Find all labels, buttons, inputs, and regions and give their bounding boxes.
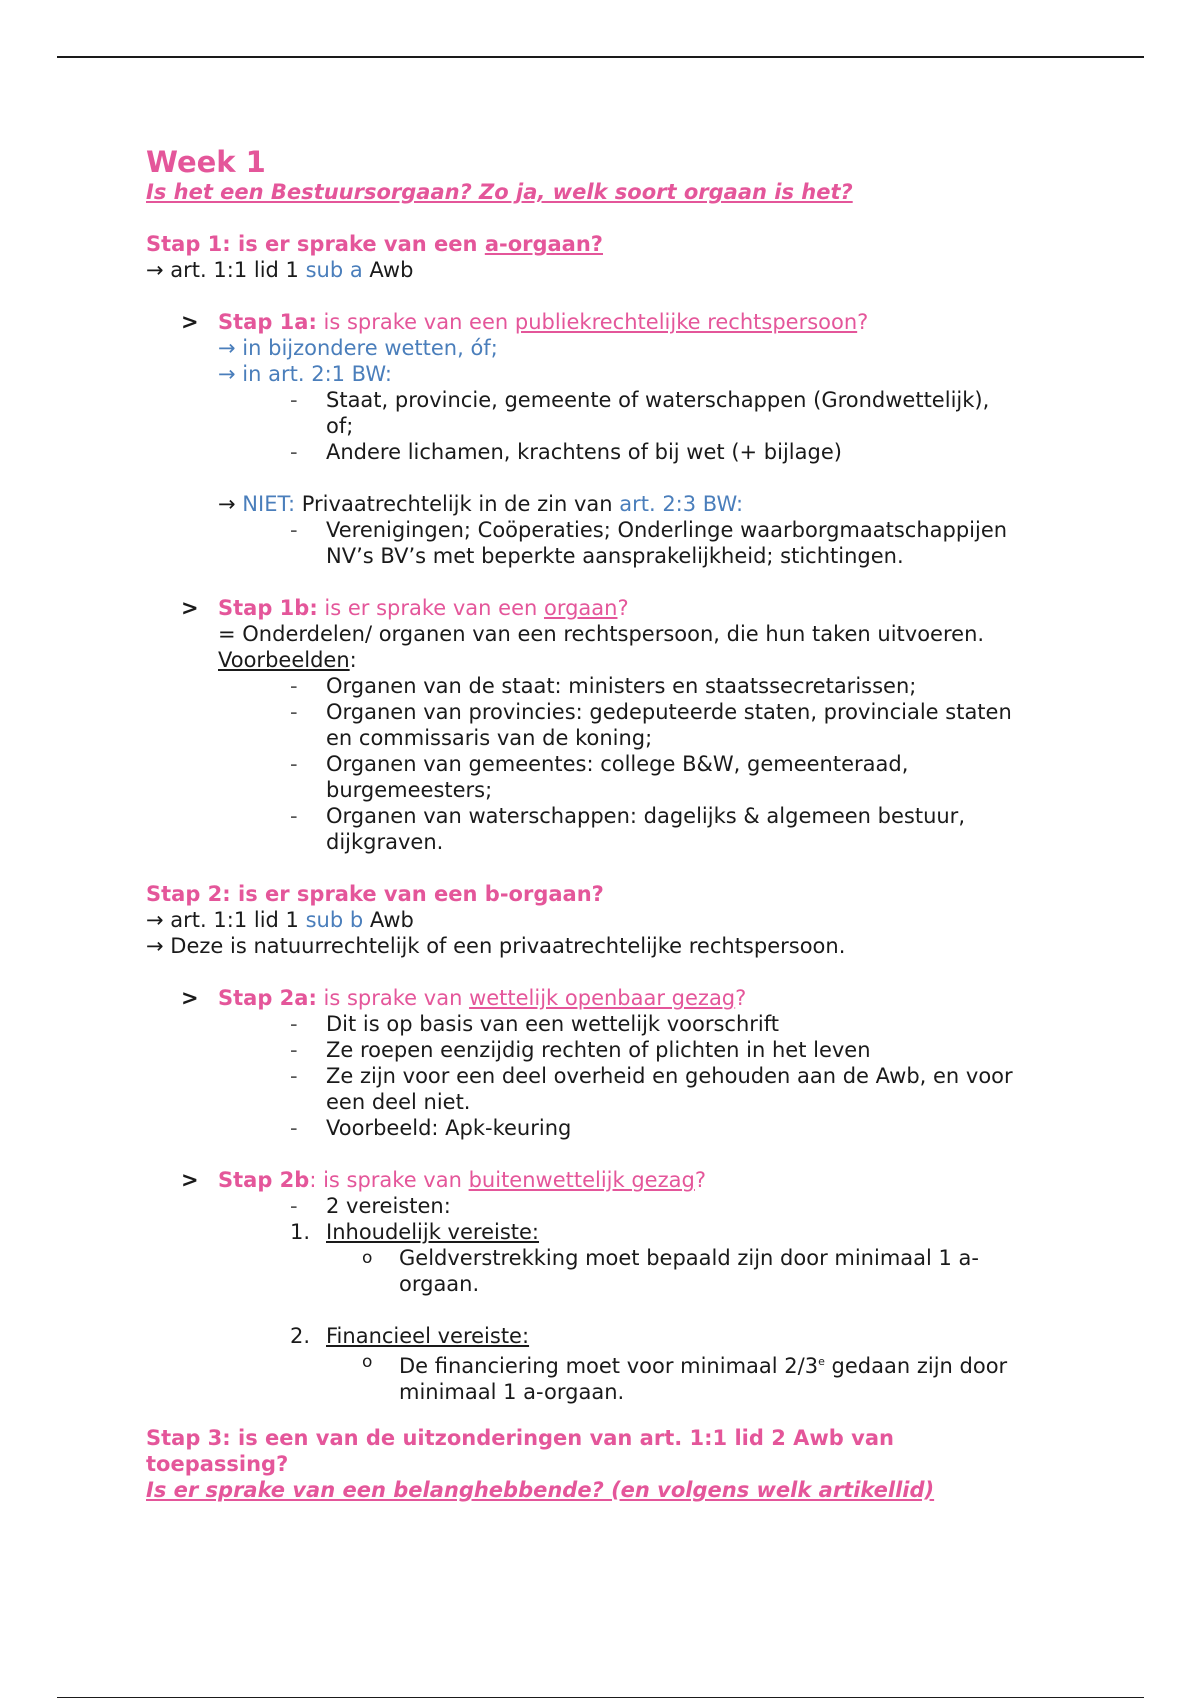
- list-item: een deel niet.: [326, 1090, 471, 1114]
- list-item: - Organen van gemeentes: college B&W, gemeenteraad,: [290, 752, 909, 776]
- sub-item: orgaan.: [399, 1272, 480, 1296]
- step-marker-icon: >: [181, 1168, 199, 1192]
- dash-icon: -: [290, 674, 298, 698]
- step-marker-icon: >: [181, 310, 199, 334]
- stap1a-arrow-2: → in art. 2:1 BW:: [218, 362, 392, 386]
- stap1b-heading: > Stap 1b: is er sprake van een orgaan?: [181, 596, 629, 620]
- stap2-ref: → art. 1:1 lid 1 sub b Awb: [146, 908, 414, 932]
- niet-line: → NIET: Privaatrechtelijk in de zin van art. 2:3 BW:: [218, 492, 744, 516]
- circle-bullet-icon: o: [362, 1352, 373, 1372]
- list-item: of;: [326, 414, 354, 438]
- stap1-heading: Stap 1: is er sprake van een a-orgaan?: [146, 232, 603, 256]
- page-title: Week 1: [146, 145, 266, 179]
- numbered-item: 1. Inhoudelijk vereiste:: [290, 1220, 540, 1244]
- dash-icon: -: [290, 1038, 298, 1062]
- dash-icon: -: [290, 1194, 298, 1218]
- stap3-question: Is er sprake van een belanghebbende? (en volgens welk artikellid): [146, 1478, 935, 1502]
- dash-icon: -: [290, 700, 298, 724]
- dash-icon: -: [290, 1116, 298, 1140]
- stap2-line2: → Deze is natuurrechtelijk of een privaatrechtelijke rechtspersoon.: [146, 934, 846, 958]
- dash-icon: -: [290, 1012, 298, 1036]
- document-body: [146, 145, 1066, 1503]
- stap1a-heading: > Stap 1a: is sprake van een publiekrechtelijke rechtspersoon?: [181, 310, 869, 334]
- buitenwettelijk-gezag-link[interactable]: buitenwettelijk gezag: [468, 1168, 695, 1192]
- step-marker-icon: >: [181, 986, 199, 1010]
- list-item: - Andere lichamen, krachtens of bij wet (+ bijlage): [290, 440, 842, 464]
- bottom-rule: [57, 1697, 1144, 1698]
- wettelijk-gezag-link[interactable]: wettelijk openbaar gezag: [469, 986, 736, 1010]
- circle-bullet-icon: o: [362, 1248, 373, 1268]
- list-item: NV’s BV’s met beperkte aansprakelijkheid; stichtingen.: [326, 544, 904, 568]
- list-item: burgemeesters;: [326, 778, 493, 802]
- dash-icon: -: [290, 518, 298, 542]
- stap2b-heading: > Stap 2b: is sprake van buitenwettelijk gezag?: [181, 1168, 706, 1192]
- examples-label: Voorbeelden:: [218, 648, 357, 672]
- a-orgaan-link[interactable]: a-orgaan?: [484, 232, 603, 256]
- list-item: en commissaris van de koning;: [326, 726, 653, 750]
- stap1-ref: → art. 1:1 lid 1 sub a Awb: [146, 258, 414, 282]
- orgaan-link[interactable]: orgaan: [543, 596, 618, 620]
- top-rule: [57, 56, 1144, 58]
- numbered-item: 2. Financieel vereiste:: [290, 1324, 530, 1348]
- stap3-heading-1: Stap 3: is een van de uitzonderingen van art. 1:1 lid 2 Awb van: [146, 1426, 894, 1450]
- dash-icon: -: [290, 804, 298, 828]
- list-item: - Organen van provincies: gedeputeerde staten, provinciale staten: [290, 700, 1012, 724]
- list-item: - 2 vereisten:: [290, 1194, 451, 1218]
- list-item: - Staat, provincie, gemeente of waterschappen (Grondwettelijk),: [290, 388, 990, 412]
- list-item: - Verenigingen; Coöperaties; Onderlinge waarborgmaatschappijen: [290, 518, 1008, 542]
- dash-icon: -: [290, 388, 298, 412]
- dash-icon: -: [290, 1064, 298, 1088]
- stap3-heading-2: toepassing?: [146, 1452, 289, 1476]
- stap2a-heading: > Stap 2a: is sprake van wettelijk openbaar gezag?: [181, 986, 747, 1010]
- arrow-icon: →: [218, 336, 236, 360]
- list-item: - Organen van de staat: ministers en staatssecretarissen;: [290, 674, 917, 698]
- arrow-icon: →: [146, 908, 164, 932]
- dash-icon: -: [290, 752, 298, 776]
- stap1b-definition: = Onderdelen/ organen van een rechtspersoon, die hun taken uitvoeren.: [218, 622, 985, 646]
- stap1a-arrow-1: → in bijzondere wetten, óf;: [218, 336, 498, 360]
- arrow-icon: →: [218, 362, 236, 386]
- list-item: dijkgraven.: [326, 830, 444, 854]
- list-item: - Dit is op basis van een wettelijk voorschrift: [290, 1012, 780, 1036]
- arrow-icon: →: [146, 934, 164, 958]
- sub-item: o De financiering moet voor minimaal 2/3e gedaan zijn door: [146, 1349, 1066, 1379]
- sub-item: o Geldverstrekking moet bepaald zijn door minimaal 1 a-: [362, 1246, 980, 1270]
- list-item: - Ze roepen eenzijdig rechten of plichten in het leven: [290, 1038, 871, 1062]
- arrow-icon: →: [218, 492, 236, 516]
- publiekrechtelijke-link[interactable]: publiekrechtelijke rechtspersoon: [514, 310, 858, 334]
- step-marker-icon: >: [181, 596, 199, 620]
- list-item: - Voorbeeld: Apk-keuring: [290, 1116, 572, 1140]
- arrow-icon: →: [146, 258, 164, 282]
- dash-icon: -: [290, 440, 298, 464]
- stap2-heading: Stap 2: is er sprake van een b-orgaan?: [146, 882, 604, 906]
- subtitle: Is het een Bestuursorgaan? Zo ja, welk soort orgaan is het?: [146, 180, 853, 204]
- sub-item: minimaal 1 a-orgaan.: [399, 1380, 625, 1404]
- list-item: - Ze zijn voor een deel overheid en gehouden aan de Awb, en voor: [290, 1064, 1013, 1088]
- list-item: - Organen van waterschappen: dagelijks & algemeen bestuur,: [290, 804, 965, 828]
